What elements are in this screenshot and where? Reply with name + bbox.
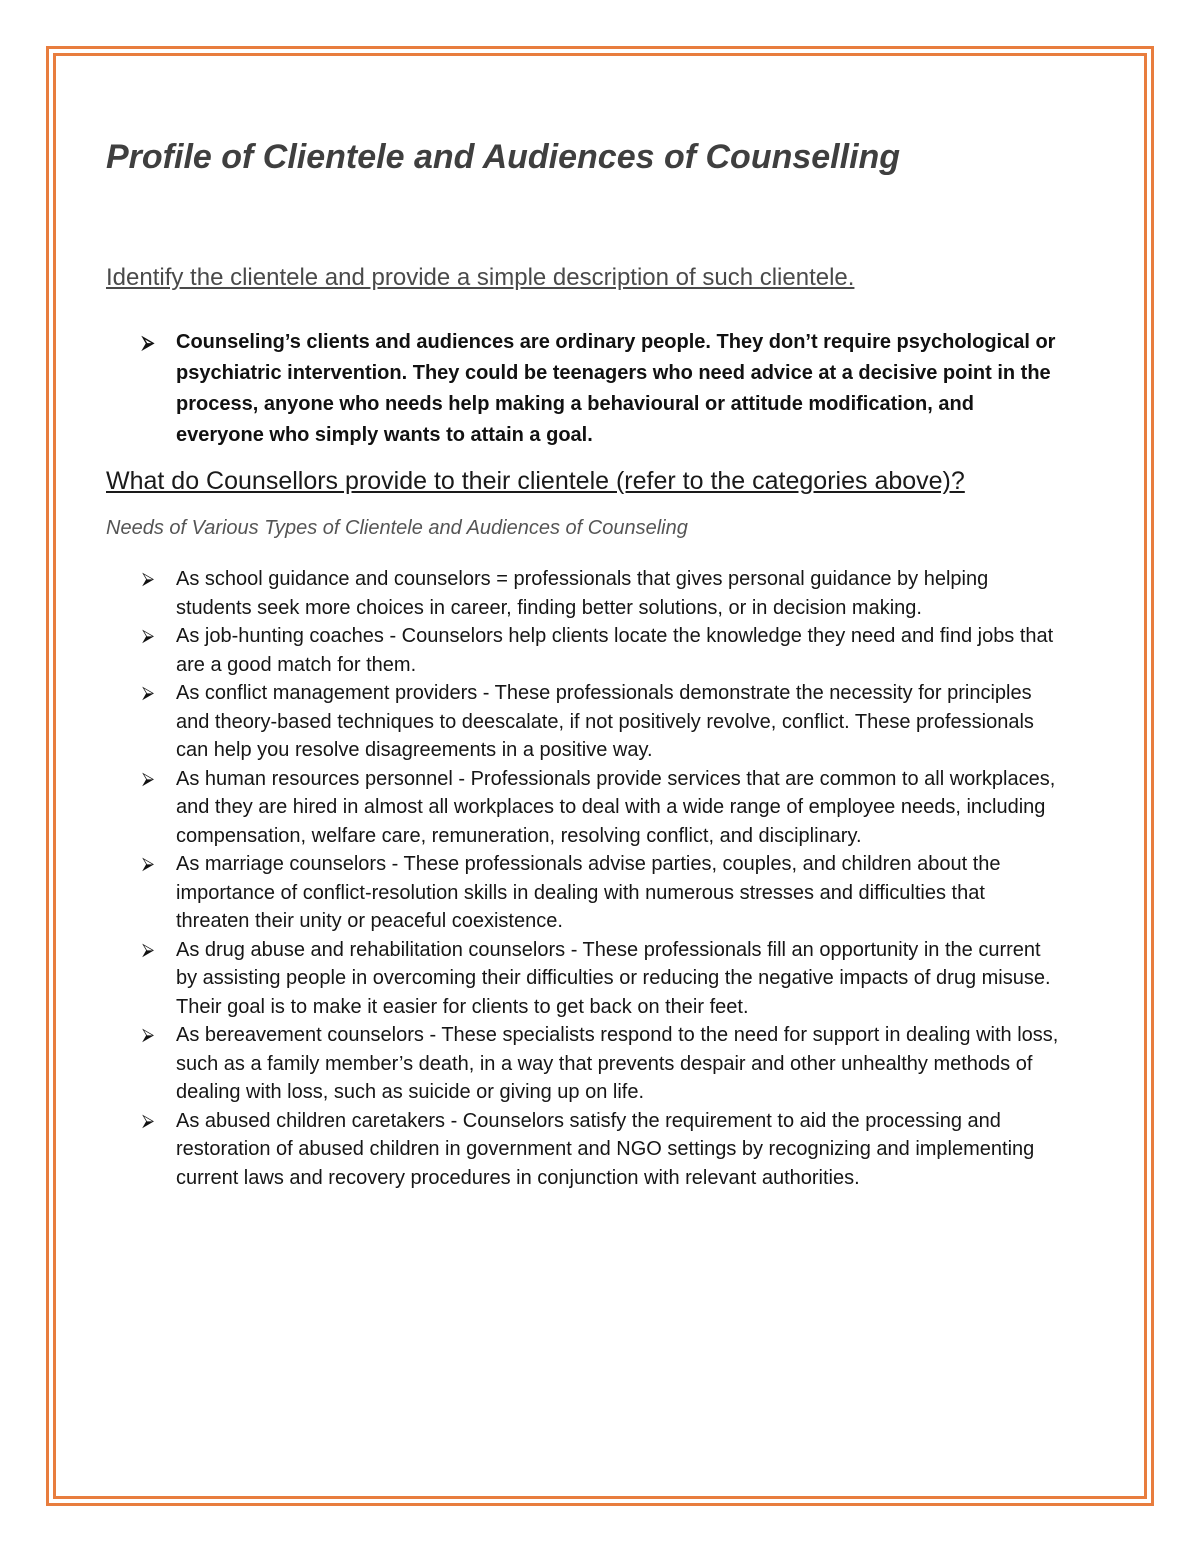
- list-item-text: As human resources personnel - Professionals provide services that are common to all workplaces, and they are hired in almost all workplaces to deal with a wide range of employee needs, including compensation, welfare care, remuneration, resolving conflict, and disciplinary.: [176, 767, 1056, 847]
- arrow-bullet-icon: ⮚: [142, 1110, 155, 1130]
- list-item: [142, 622, 1062, 679]
- list-item: [142, 679, 1062, 765]
- list-item: [142, 565, 1062, 622]
- list-item: [142, 1107, 1062, 1193]
- arrow-bullet-icon: ⮚: [142, 569, 155, 588]
- section-heading-what-counsellors-provide: What do Counsellors provide to their clientele (refer to the categories above)?: [106, 467, 965, 495]
- section-subheading: Needs of Various Types of Clientele and Audiences of Counseling: [106, 517, 688, 539]
- list-item: [142, 936, 1062, 1022]
- document-title: Profile of Clientele and Audiences of Counselling: [106, 138, 901, 176]
- arrow-bullet-icon: ⮚: [142, 333, 155, 352]
- list-item-text: As conflict management providers - These professionals demonstrate the necessity for principles and theory-based techniques to deescalate, if not positively revolve, conflict. These professionals can help you resolve disagreements in a positive way.: [176, 682, 1034, 761]
- arrow-bullet-icon: ⮚: [142, 854, 155, 873]
- list-item-text: As abused children caretakers - Counselors satisfy the requirement to aid the processing and restoration of abused children in government and NGO settings by recognizing and implementing current laws and recovery procedures in conjunction with relevant authorities.: [176, 1109, 1035, 1189]
- list-item-text: Counseling’s clients and audiences are ordinary people. They don’t require psychological or psychiatric intervention. They could be teenagers who need advice at a decisive point in the process, anyone who needs help making a behavioural or attitude modification, and everyone who simply wants to attain a goal.: [176, 331, 1056, 446]
- arrow-bullet-icon: ⮚: [142, 683, 155, 702]
- arrow-bullet-icon: ⮚: [142, 1025, 155, 1044]
- list-item-text: As bereavement counselors - These specialists respond to the need for support in dealing with loss, such as a family member’s death, in a way that prevents despair and other unhealthy methods of dealing with loss, such as suicide or giving up on life.: [176, 1024, 1059, 1103]
- list-item-text: As school guidance and counselors = professionals that gives personal guidance by helping students seek more choices in career, finding better solutions, or in decision making.: [176, 568, 989, 619]
- list-item: [142, 765, 1062, 851]
- list-item: [142, 850, 1062, 936]
- list-item-text: As job-hunting coaches - Counselors help clients locate the knowledge they need and find jobs that are a good match for them.: [176, 625, 1054, 676]
- list-item: [142, 1021, 1062, 1107]
- arrow-bullet-icon: ⮚: [142, 626, 155, 645]
- list-item-text: As marriage counselors - These professionals advise parties, couples, and children about the importance of conflict-resolution skills in dealing with numerous stresses and difficulties that threaten their unity or peaceful coexistence.: [176, 853, 1001, 932]
- clientele-description-list: [142, 327, 1062, 451]
- list-item-text: As drug abuse and rehabilitation counselors - These professionals fill an opportunity in the current by assisting people in overcoming their difficulties or reducing the negative impacts of drug misuse. Their goal is to make it easier for clients to get back on their feet.: [176, 938, 1051, 1018]
- counsellor-roles-list: [142, 565, 1062, 1192]
- list-item: [142, 327, 1062, 451]
- section-heading-identify-clientele: Identify the clientele and provide a simple description of such clientele.: [106, 264, 855, 291]
- arrow-bullet-icon: ⮚: [142, 768, 155, 788]
- arrow-bullet-icon: ⮚: [142, 939, 155, 959]
